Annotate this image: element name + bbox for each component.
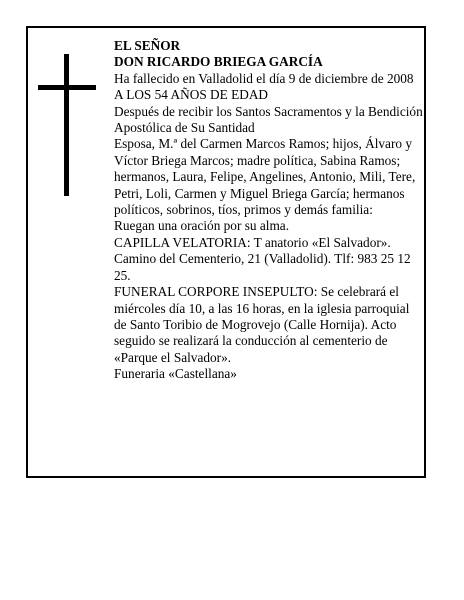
age-line: A LOS 54 AÑOS DE EDAD bbox=[114, 87, 269, 103]
chapel-info: CAPILLA VELATORIA: T anatorio «El Salvador». Camino del Cementerio, 21 (Valladolid). Tlf: 983 25 12 25. bbox=[114, 234, 411, 283]
obituary-text bbox=[114, 38, 424, 383]
heading: EL SEÑOR bbox=[114, 38, 181, 53]
family-list: Esposa, M.ª del Carmen Marcos Ramos; hijos, Álvaro y Víctor Briega Marcos; madre política, Sabina Ramos; hermanos, Laura, Felipe, Angelines, Antonio, Mili, Tere, Petri, Loli, Carmen y Miguel Briega García; hermanos políticos, sobrinos, tíos, primos y demás familia: bbox=[114, 136, 416, 218]
prayer-request: Ruegan una oración por su alma. bbox=[114, 218, 290, 234]
cross-icon bbox=[64, 54, 69, 196]
funeral-home: Funeraria «Castellana» bbox=[114, 366, 237, 382]
death-announcement: Ha fallecido en Valladolid el día 9 de diciembre de 2008 bbox=[114, 70, 414, 86]
deceased-name: DON RICARDO BRIEGA GARCÍA bbox=[114, 54, 323, 70]
cross-icon-bar bbox=[38, 85, 96, 90]
funeral-info: FUNERAL CORPORE INSEPULTO: Se celebrará el miércoles día 10, a las 16 horas, en la iglesia parroquial de Santo Toribio de Mogrovejo (Calle Hornija). Acto seguido se realizará la conducción al cementerio de «Parque el Salvador». bbox=[114, 284, 410, 365]
sacraments-line: Después de recibir los Santos Sacramentos y la Bendición Apostólica de Su Santidad bbox=[114, 103, 423, 136]
